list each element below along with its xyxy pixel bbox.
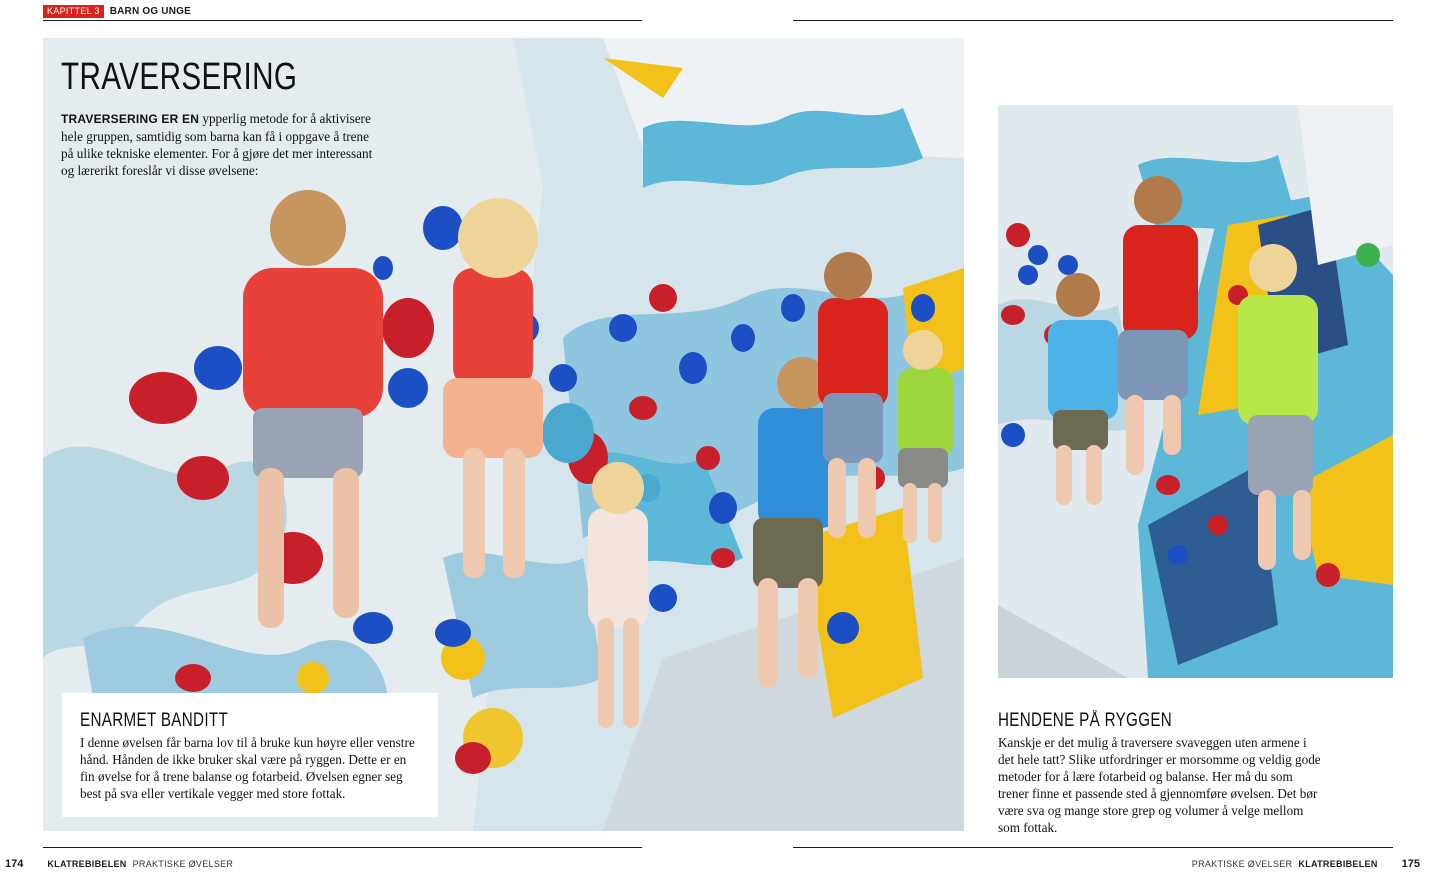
- exercise-1-body: I denne øvelsen får barna lov til å bruke kun høyre eller venstre hånd. Hånden de ikke bruker skal være på ryggen. Dette er en fin øvelse for å trene balanse og fotarbeid. Øvelsen egner seg best på sva eller vertikale vegger med store fottak.: [80, 735, 415, 801]
- footer-brand-left: KLATREBIBELEN: [47, 859, 127, 869]
- exercise-box-enarmet-banditt: [62, 693, 438, 817]
- header-rule-right: [793, 20, 1393, 21]
- exercise-2-body: Kanskje er det mulig å traversere svaveggen uten armene i det hele tatt? Slike utfordringer er morsomme og veldig gode metoder for å lære fotarbeid og balanse. Her må du som trener finne et passende sted å gjennomføre øvelsen. Det bør være sva og mange store grep og volumer å velge mellom som fottak.: [998, 735, 1321, 835]
- exercise-1-title: ENARMET BANDITT: [80, 710, 229, 731]
- footer-brand-right: KLATREBIBELEN: [1298, 859, 1378, 869]
- intro-paragraph: [61, 110, 381, 179]
- page-number-left: 174: [5, 858, 24, 870]
- footer-section-right: PRAKTISKE ØVELSER: [1191, 859, 1293, 869]
- page-heading: TRAVERSERING: [61, 56, 298, 98]
- footer-section-left: PRAKTISKE ØVELSER: [132, 859, 234, 869]
- chapter-header: [43, 5, 191, 18]
- footer-rule-right: [793, 847, 1393, 848]
- secondary-climbing-photo: [998, 105, 1393, 678]
- header-rule-left: [43, 20, 642, 21]
- exercise-hendene-pa-ryggen: [998, 710, 1326, 836]
- page-number-right: 175: [1401, 858, 1420, 870]
- footer-rule-left: [43, 847, 642, 848]
- chapter-tag: KAPITTEL 3: [43, 5, 104, 18]
- chapter-title: BARN OG UNGE: [109, 6, 191, 17]
- footer-left: [5, 858, 233, 870]
- intro-text: ypperlig metode for å aktivisere hele gruppen, samtidig som barna kan få i oppgave å trene på ulike tekniske elementer. For å gjøre det mer interessant og lærerikt foreslår vi disse øvelsene:: [61, 111, 373, 178]
- footer-right: [1192, 858, 1420, 870]
- exercise-2-title: HENDENE PÅ RYGGEN: [998, 710, 1173, 731]
- intro-lead: TRAVERSERING ER EN: [61, 112, 200, 126]
